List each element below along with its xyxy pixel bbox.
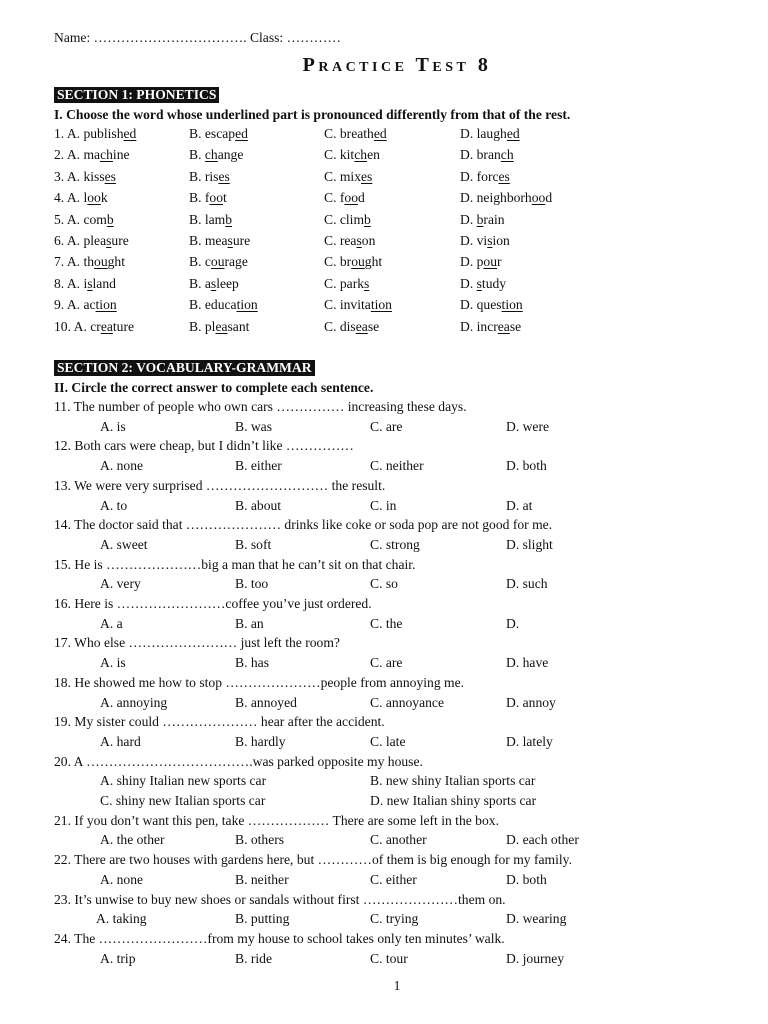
answer-option[interactable]: B. has [235, 655, 269, 671]
underlined-part: oo [87, 190, 101, 206]
answer-option[interactable]: A. a [100, 615, 123, 631]
answer-option[interactable]: C. invitation [324, 297, 392, 313]
underlined-part: b [364, 211, 371, 227]
underlined-part: s [364, 275, 370, 291]
underlined-part: es [218, 168, 230, 184]
underlined-part: ed [123, 126, 137, 141]
answer-option[interactable]: D. journey [506, 950, 565, 966]
answer-option[interactable]: D. have [506, 655, 549, 671]
answer-option[interactable]: A. shiny Italian new sports car [100, 773, 267, 789]
answer-option[interactable]: 9. A. action [54, 297, 117, 313]
answer-option[interactable]: A. the other [100, 832, 165, 848]
phonetics-question-row [0, 190, 768, 210]
options-row [0, 616, 768, 636]
answer-option[interactable]: D. branch [460, 147, 514, 163]
answer-option[interactable]: B. education [189, 297, 258, 313]
underlined-part: s [106, 233, 112, 248]
underlined-part: b [476, 211, 484, 227]
underlined-part: b [225, 211, 233, 227]
options-row [0, 419, 768, 439]
answer-option[interactable]: C. brought [324, 254, 383, 270]
options-row [0, 655, 768, 675]
answer-option[interactable]: B. rises [189, 168, 230, 184]
answer-option[interactable]: D. both [506, 871, 547, 887]
question-text: 15. He is …………………big a man that he can’t sit on that chair. [54, 556, 416, 572]
underlined-part: tion [370, 297, 392, 313]
question-text: 13. We were very surprised ……………………… the result. [54, 477, 386, 493]
answer-option[interactable]: B. new shiny Italian sports car [370, 773, 536, 789]
underlined-part: ch [354, 147, 368, 163]
phonetics-question-row [0, 126, 768, 146]
underlined-part: ou [351, 254, 365, 270]
answer-option[interactable]: C. in [370, 497, 397, 513]
answer-option[interactable]: D. brain [460, 211, 505, 227]
section1-heading: SECTION 1: PHONETICS [54, 87, 219, 103]
answer-option[interactable]: A. taking [96, 911, 147, 927]
answer-option[interactable]: A. hard [100, 733, 141, 749]
underlined-part: es [361, 168, 373, 184]
answer-option[interactable]: A. none [100, 458, 144, 474]
section1-instruction: I. Choose the word whose underlined part is pronounced differently from that of the rest. [54, 107, 571, 122]
answer-option[interactable]: B. ride [235, 950, 272, 966]
underlined-part: ea [100, 318, 113, 334]
answer-option[interactable]: A. is [100, 655, 126, 671]
answer-option[interactable]: 8. A. island [54, 275, 116, 291]
answer-option[interactable]: D. study [460, 275, 507, 291]
answer-option[interactable]: C. shiny new Italian sports car [100, 793, 266, 808]
answer-option[interactable]: C. annoyance [370, 694, 444, 710]
answer-option[interactable]: D. both [506, 458, 547, 474]
options-row [0, 576, 768, 596]
answer-option[interactable]: C. food [324, 190, 365, 206]
underlined-part: es [104, 168, 116, 184]
answer-option[interactable]: D. annoy [506, 694, 556, 710]
page-number: 1 [393, 978, 401, 993]
answer-option[interactable]: 5. A. comb [54, 211, 114, 227]
underlined-part: b [106, 211, 114, 227]
answer-option[interactable]: A. none [100, 871, 144, 887]
answer-option[interactable]: C. kitchen [324, 147, 380, 163]
answer-option[interactable]: C. late [370, 733, 406, 749]
question-text: 20. A ……………………………….was parked opposite my house. [54, 753, 423, 769]
answer-option[interactable]: B. change [189, 147, 244, 163]
answer-option[interactable]: A. annoying [100, 694, 168, 710]
underlined-part: s [356, 233, 362, 248]
answer-option[interactable]: D. laughed [460, 126, 520, 141]
options-row [0, 793, 768, 813]
answer-option[interactable]: C. breathed [324, 126, 387, 141]
answer-option[interactable]: B. foot [189, 190, 227, 206]
question-text: 23. It’s unwise to buy new shoes or sandals without first …………………them on. [54, 891, 506, 907]
answer-option[interactable]: B. either [235, 458, 282, 474]
underlined-part: oo [531, 190, 546, 206]
underlined-part: s [87, 275, 93, 291]
answer-option[interactable]: B. an [235, 615, 264, 631]
answer-option[interactable]: C. trying [370, 911, 419, 927]
answer-option[interactable]: 4. A. look [54, 190, 108, 206]
question-text: 19. My sister could ………………… hear after the accident. [54, 714, 385, 730]
question-text: 17. Who else …………………… just left the room? [54, 635, 340, 651]
answer-option[interactable]: B. pleasant [189, 318, 250, 334]
section2-instruction: II. Circle the correct answer to complete each sentence. [54, 380, 374, 395]
phonetics-question-row [0, 254, 768, 274]
answer-option[interactable]: B. soft [235, 536, 272, 552]
question-text: 24. The ……………………from my house to school takes only ten minutes’ walk. [54, 930, 505, 946]
answer-option[interactable]: A. very [100, 576, 141, 592]
question-text: 16. Here is ……………………coffee you’ve just ordered. [54, 596, 372, 611]
answer-option[interactable]: D. each other [506, 832, 579, 848]
question-text: 12. Both cars were cheap, but I didn’t like …………… [54, 438, 354, 454]
answer-option[interactable]: B. putting [235, 911, 290, 927]
question-text: 21. If you don’t want this pen, take ……………… There are some left in the box. [54, 812, 499, 828]
answer-option[interactable]: B. others [235, 832, 285, 848]
answer-option[interactable]: 7. A. thought [54, 254, 125, 270]
answer-option[interactable]: A. to [100, 497, 128, 513]
answer-option[interactable]: B. neither [235, 871, 289, 887]
underlined-part: ea [355, 318, 368, 334]
options-row [0, 911, 768, 931]
options-row [0, 537, 768, 557]
underlined-part: ch [100, 147, 113, 163]
underlined-part: tion [95, 297, 117, 313]
question-text: 18. He showed me how to stop …………………people from annoying me. [54, 674, 465, 690]
question-text: 14. The doctor said that ………………… drinks like coke or soda pop are not good for me. [54, 517, 553, 533]
answer-option[interactable]: D. slight [506, 536, 553, 552]
answer-option[interactable]: C. either [370, 871, 417, 887]
phonetics-question-row [0, 147, 768, 167]
answer-option[interactable]: D. pour [460, 254, 502, 270]
answer-option[interactable]: B. measure [189, 233, 251, 248]
answer-option[interactable]: B. asleep [189, 275, 239, 291]
answer-option[interactable]: A. trip [100, 950, 136, 966]
underlined-part: tion [501, 297, 523, 313]
answer-option[interactable]: 10. A. creature [54, 318, 135, 334]
answer-option[interactable]: D. wearing [506, 911, 567, 927]
options-row [0, 832, 768, 852]
underlined-part: tion [236, 297, 258, 313]
underlined-part: ou [483, 254, 498, 270]
underlined-part: es [498, 168, 510, 184]
answer-option[interactable]: D. new Italian shiny sports car [370, 793, 537, 808]
underlined-part: s [227, 233, 233, 248]
section2-heading: SECTION 2: VOCABULARY-GRAMMAR [54, 360, 315, 376]
answer-option[interactable]: C. strong [370, 536, 420, 552]
name-class-line: Name: ……………………………. Class: ………… [54, 30, 341, 45]
underlined-part: ch [204, 147, 218, 163]
question-text: 22. There are two houses with gardens here, but …………of them is big enough for my family. [54, 852, 572, 868]
phonetics-question-row [0, 276, 768, 296]
options-row [0, 872, 768, 892]
underlined-part: s [210, 275, 217, 291]
underlined-part: oo [209, 190, 223, 206]
underlined-part: oo [344, 190, 358, 206]
options-row [0, 498, 768, 518]
answer-option[interactable]: C. climb [324, 211, 371, 227]
answer-option[interactable]: A. sweet [100, 536, 148, 552]
underlined-part: ou [210, 254, 225, 270]
phonetics-question-row [0, 297, 768, 317]
answer-option[interactable]: D. lately [506, 733, 553, 749]
answer-option[interactable]: C. mixes [324, 168, 373, 184]
underlined-part: ed [373, 126, 387, 141]
answer-option[interactable]: B. escaped [189, 126, 248, 141]
answer-option[interactable]: D. question [460, 297, 523, 313]
underlined-part: s [487, 233, 493, 248]
answer-option[interactable]: D. ⃠ [506, 615, 534, 631]
answer-option[interactable]: 1. A. published [54, 126, 137, 141]
underlined-part: ch [500, 147, 514, 163]
answer-option[interactable]: A. is [100, 418, 126, 434]
answer-option[interactable]: B. hardly [235, 733, 286, 749]
answer-option[interactable]: D. increase [460, 318, 522, 334]
underlined-part: ou [94, 254, 108, 270]
options-row [0, 951, 768, 971]
options-row [0, 458, 768, 478]
answer-option[interactable]: C. are [370, 418, 403, 434]
answer-option[interactable]: D. vision [460, 233, 510, 248]
underlined-part: s [476, 275, 482, 291]
options-row [0, 773, 768, 793]
phonetics-question-row [0, 169, 768, 189]
answer-option[interactable]: B. was [235, 418, 273, 434]
answer-option[interactable]: C. parks [324, 275, 370, 291]
answer-option[interactable]: C. disease [324, 318, 380, 334]
answer-option[interactable]: C. tour [370, 950, 408, 966]
answer-option[interactable]: B. lamb [189, 211, 233, 227]
phonetics-question-row [0, 212, 768, 232]
underlined-part: ea [497, 318, 510, 334]
question-text: 11. The number of people who own cars …………… increasing these days. [54, 399, 467, 414]
answer-option[interactable]: D. forces [460, 168, 510, 184]
options-row [0, 695, 768, 715]
answer-option[interactable]: D. such [506, 576, 548, 592]
phonetics-question-row [0, 319, 768, 339]
answer-option[interactable]: B. annoyed [235, 694, 297, 710]
answer-option[interactable]: C. so [370, 576, 398, 592]
underlined-part: ed [235, 126, 248, 141]
answer-option[interactable]: 6. A. pleasure [54, 233, 129, 248]
answer-option[interactable]: C. another [370, 832, 427, 848]
answer-option[interactable]: D. neighborhood [460, 190, 553, 206]
answer-option[interactable]: B. too [235, 576, 269, 592]
underlined-part: ea [215, 318, 228, 334]
answer-option[interactable]: B. courage [189, 254, 248, 270]
answer-option[interactable]: C. reason [324, 233, 376, 248]
answer-option[interactable]: B. about [235, 497, 282, 513]
answer-option[interactable]: 3. A. kisses [54, 168, 116, 184]
answer-option[interactable]: D. at [506, 497, 533, 513]
answer-option[interactable]: C. are [370, 655, 403, 671]
options-row [0, 734, 768, 754]
page-title: Practice Test 8 [302, 54, 492, 76]
answer-option[interactable]: C. neither [370, 458, 424, 474]
answer-option[interactable]: C. the [370, 615, 403, 631]
answer-option[interactable]: 2. A. machine [54, 147, 130, 163]
phonetics-question-row [0, 233, 768, 253]
answer-option[interactable]: D. were [506, 418, 550, 434]
underlined-part: ed [506, 126, 520, 141]
